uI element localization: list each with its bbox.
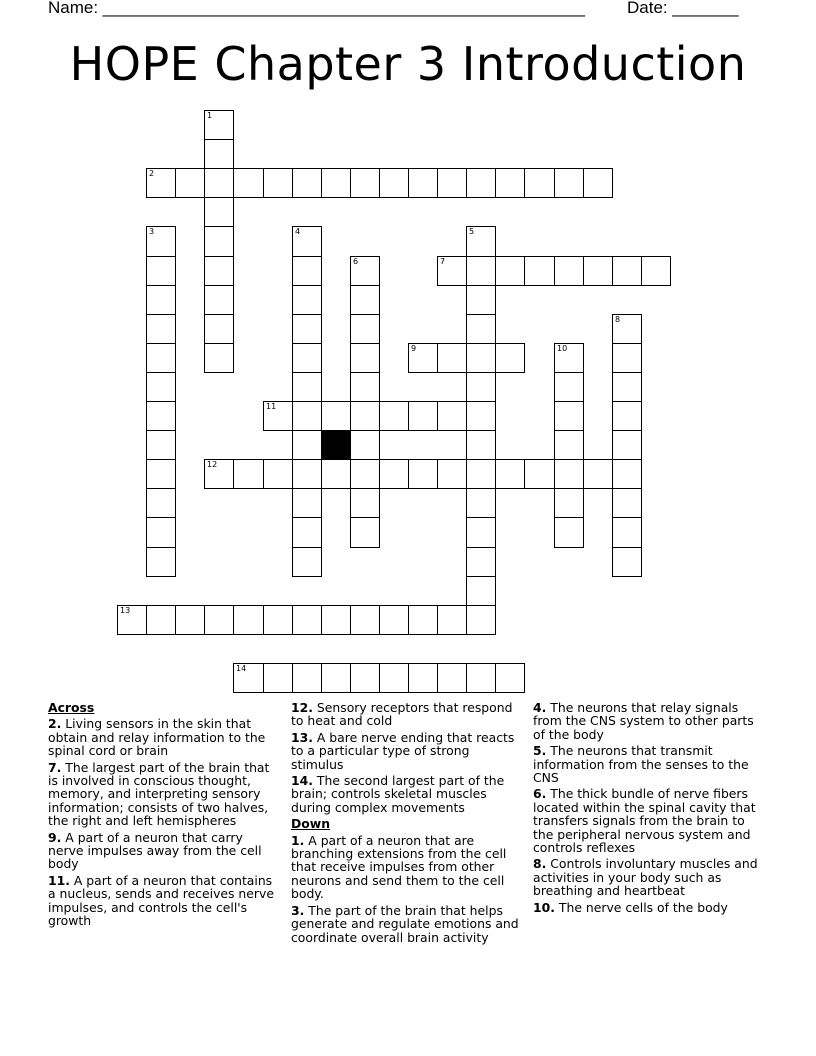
grid-cell[interactable] xyxy=(204,168,234,198)
across-heading: Across xyxy=(48,700,95,715)
grid-cell[interactable] xyxy=(350,517,380,548)
grid-cell[interactable] xyxy=(641,256,671,286)
grid-cell[interactable] xyxy=(292,343,322,373)
clue-across-14: 14. The second largest part of the brain; controls skeletal muscles during complex movements xyxy=(291,773,505,815)
clue-number: 11 xyxy=(266,402,277,411)
grid-cell[interactable] xyxy=(146,517,176,548)
clue-across-12: 12. Sensory receptors that respond to heat and cold xyxy=(291,700,513,729)
grid-cell[interactable] xyxy=(554,372,584,402)
page-title: HOPE Chapter 3 Introduction xyxy=(69,37,747,91)
grid-cell[interactable] xyxy=(408,459,438,489)
grid-cell[interactable] xyxy=(612,547,642,577)
grid-cell[interactable] xyxy=(292,547,322,577)
grid-cell[interactable] xyxy=(146,488,176,518)
clue-down-1: 1. A part of a neuron that are branching extensions from the cell that receive impulses from other neurons and send them to the cell body. xyxy=(291,832,507,902)
grid-cell[interactable] xyxy=(466,430,496,460)
grid-cell[interactable] xyxy=(554,488,584,518)
grid-cell[interactable] xyxy=(554,401,584,431)
clue-number: 1 xyxy=(207,111,213,120)
grid-cell[interactable] xyxy=(495,459,525,489)
grid-cell[interactable] xyxy=(466,605,496,635)
grid-cell[interactable] xyxy=(524,168,555,198)
grid-cell[interactable] xyxy=(350,314,380,344)
grid-cell[interactable] xyxy=(146,256,176,286)
grid-cell[interactable] xyxy=(175,605,205,635)
grid-cell[interactable] xyxy=(437,168,467,198)
clue-number: 9 xyxy=(411,344,417,353)
grid-cell[interactable] xyxy=(350,605,380,635)
grid-cell[interactable] xyxy=(146,605,176,635)
grid-cell[interactable] xyxy=(204,343,234,373)
clue-down-3: 3. The part of the brain that helps generate and regulate emotions and coordinate overall brain activity xyxy=(291,902,519,945)
grid-cell[interactable] xyxy=(321,401,351,431)
grid-cell[interactable] xyxy=(350,168,380,198)
grid-cell[interactable] xyxy=(263,663,293,693)
grid-cell[interactable] xyxy=(612,488,642,518)
grid-cell[interactable] xyxy=(146,226,176,257)
grid-cell[interactable] xyxy=(583,168,613,198)
clue-number: 5 xyxy=(469,227,475,236)
grid-cell[interactable] xyxy=(321,168,351,198)
grid-cell[interactable] xyxy=(554,459,584,489)
grid-cell[interactable] xyxy=(175,168,205,198)
grid-cell[interactable] xyxy=(350,343,380,373)
grid-cell[interactable] xyxy=(146,459,176,489)
grid-cell[interactable] xyxy=(292,372,322,402)
grid-cell[interactable] xyxy=(495,256,525,286)
grid-cell[interactable] xyxy=(612,517,642,548)
clue-down-4: 4. The neurons that relay signals from the CNS system to other parts of the body xyxy=(533,700,754,742)
grid-cell[interactable] xyxy=(350,488,380,518)
grid-cell[interactable] xyxy=(233,605,264,635)
grid-cell[interactable] xyxy=(379,459,409,489)
grid-cell[interactable] xyxy=(466,401,496,431)
grid-cell[interactable] xyxy=(146,314,176,344)
grid-cell[interactable] xyxy=(524,459,555,489)
grid-cell[interactable] xyxy=(408,168,438,198)
grid-cell[interactable] xyxy=(292,226,322,257)
grid-cell[interactable] xyxy=(350,459,380,489)
clue-number: 4 xyxy=(295,227,301,236)
grid-cell[interactable] xyxy=(350,372,380,402)
grid-cell[interactable] xyxy=(524,256,555,286)
clue-number: 7 xyxy=(440,257,446,266)
grid-cell[interactable] xyxy=(437,663,467,693)
clue-across-11: 11. A part of a neuron that contains a nucleus, sends and receives nerve impulses, and controls the cell's growth xyxy=(48,872,274,929)
grid-cell[interactable] xyxy=(466,256,496,286)
clues-column-1 xyxy=(48,701,280,931)
grid-cell[interactable] xyxy=(466,459,496,489)
grid-cell[interactable] xyxy=(204,285,234,315)
grid-cell[interactable] xyxy=(554,517,584,548)
clue-down-6: 6. The thick bundle of nerve fibers located within the spinal cavity that transfers signals from the brain to the peripheral nervous system and controls reflexes xyxy=(533,786,756,856)
grid-cell[interactable] xyxy=(583,256,613,286)
clue-number: 2 xyxy=(149,169,155,178)
grid-cell[interactable] xyxy=(437,605,467,635)
grid-cell[interactable] xyxy=(233,459,264,489)
grid-cell[interactable] xyxy=(321,459,351,489)
grid-cell[interactable] xyxy=(612,430,642,460)
grid-cell[interactable] xyxy=(292,459,322,489)
grid-cell[interactable] xyxy=(292,256,322,286)
clue-number: 6 xyxy=(353,257,359,266)
grid-cell[interactable] xyxy=(379,605,409,635)
grid-cell[interactable] xyxy=(117,605,147,635)
grid-cell[interactable] xyxy=(292,168,322,198)
grid-cell[interactable] xyxy=(350,663,380,693)
grid-cell[interactable] xyxy=(466,314,496,344)
grid-cell[interactable] xyxy=(437,459,467,489)
grid-cell[interactable] xyxy=(437,343,467,373)
grid-cell[interactable] xyxy=(466,576,496,606)
clue-down-8: 8. Controls involuntary muscles and activities in your body such as breathing and heartbeat xyxy=(533,856,758,899)
grid-cell[interactable] xyxy=(146,285,176,315)
grid-cell[interactable] xyxy=(204,110,234,140)
grid-cell[interactable] xyxy=(554,256,584,286)
grid-cell[interactable] xyxy=(204,139,234,169)
grid-cell[interactable] xyxy=(204,197,234,227)
grid-cell[interactable] xyxy=(146,168,176,198)
grid-cell[interactable] xyxy=(495,663,525,693)
grid-cell[interactable] xyxy=(554,168,584,198)
clue-number: 13 xyxy=(120,606,131,615)
name-field-label: Name: ___________________________________________________ xyxy=(48,0,585,17)
grid-cell[interactable] xyxy=(350,401,380,431)
grid-cell[interactable] xyxy=(263,401,293,431)
grid-cell[interactable] xyxy=(466,517,496,548)
grid-cell[interactable] xyxy=(350,430,380,460)
grid-cell[interactable] xyxy=(554,430,584,460)
down-heading: Down xyxy=(291,816,331,832)
grid-cell[interactable] xyxy=(233,168,264,198)
grid-cell[interactable] xyxy=(466,663,496,693)
grid-cell[interactable] xyxy=(321,663,351,693)
grid-cell[interactable] xyxy=(495,343,525,373)
grid-cell[interactable] xyxy=(408,605,438,635)
grid-cell[interactable] xyxy=(233,663,264,693)
grid-cell[interactable] xyxy=(408,401,438,431)
grid-cell[interactable] xyxy=(292,488,322,518)
grid-cell[interactable] xyxy=(146,372,176,402)
clue-number: 10 xyxy=(557,344,568,353)
grid-cell[interactable] xyxy=(612,459,642,489)
grid-cell[interactable] xyxy=(292,430,322,460)
grid-cell[interactable] xyxy=(204,226,234,257)
grid-cell[interactable] xyxy=(612,256,642,286)
grid-cell[interactable] xyxy=(321,605,351,635)
grid-cell[interactable] xyxy=(204,459,234,489)
grid-cell[interactable] xyxy=(146,343,176,373)
grid-cell[interactable] xyxy=(204,605,234,635)
clues-column-3 xyxy=(533,701,765,917)
grid-cell[interactable] xyxy=(466,488,496,518)
grid-cell[interactable] xyxy=(379,663,409,693)
clue-across-7: 7. The largest part of the brain that is involved in conscious thought, memory, and interpreting sensory information; consists of two halves, the right and left hemispheres xyxy=(48,759,270,829)
grid-cell[interactable] xyxy=(466,226,496,257)
grid-cell[interactable] xyxy=(612,372,642,402)
clue-down-5: 5. The neurons that transmit information from the senses to the CNS xyxy=(533,743,749,786)
grid-cell[interactable] xyxy=(554,343,584,373)
grid-cell[interactable] xyxy=(379,168,409,198)
clue-number: 12 xyxy=(207,460,218,469)
grid-cell[interactable] xyxy=(146,401,176,431)
grid-cell[interactable] xyxy=(495,168,525,198)
clue-number: 8 xyxy=(615,315,621,324)
grid-cell[interactable] xyxy=(612,314,642,344)
date-field-label: Date: _______ xyxy=(627,0,739,17)
clue-across-9: 9. A part of a neuron that carry nerve impulses away from the cell body xyxy=(48,829,262,872)
clue-across-13: 13. A bare nerve ending that reacts to a particular type of strong stimulus xyxy=(291,729,515,772)
clue-down-10: 10. The nerve cells of the body xyxy=(533,899,728,915)
grid-cell[interactable] xyxy=(292,605,322,635)
clue-number: 14 xyxy=(236,664,247,673)
grid-cell[interactable] xyxy=(612,401,642,431)
grid-cell[interactable] xyxy=(263,605,293,635)
grid-cell[interactable] xyxy=(292,663,322,693)
grid-cell[interactable] xyxy=(263,168,293,198)
grid-cell[interactable] xyxy=(437,256,467,286)
grid-cell[interactable] xyxy=(204,314,234,344)
grid-cell[interactable] xyxy=(408,343,438,373)
grid-cell[interactable] xyxy=(437,401,467,431)
grid-cell[interactable] xyxy=(146,547,176,577)
grid-cell[interactable] xyxy=(263,459,293,489)
grid-cell[interactable] xyxy=(292,517,322,548)
grid-cell[interactable] xyxy=(204,256,234,286)
grid-block-cell xyxy=(321,430,351,460)
grid-cell[interactable] xyxy=(466,285,496,315)
grid-cell[interactable] xyxy=(612,343,642,373)
grid-cell[interactable] xyxy=(466,168,496,198)
grid-cell[interactable] xyxy=(292,314,322,344)
grid-cell[interactable] xyxy=(466,372,496,402)
grid-cell[interactable] xyxy=(408,663,438,693)
grid-cell[interactable] xyxy=(350,256,380,286)
grid-cell[interactable] xyxy=(466,343,496,373)
grid-cell[interactable] xyxy=(350,285,380,315)
grid-cell[interactable] xyxy=(292,401,322,431)
grid-cell[interactable] xyxy=(583,459,613,489)
grid-cell[interactable] xyxy=(146,430,176,460)
clues-column-2 xyxy=(291,701,523,947)
grid-cell[interactable] xyxy=(292,285,322,315)
clue-number: 3 xyxy=(149,227,155,236)
grid-cell[interactable] xyxy=(379,401,409,431)
grid-cell[interactable] xyxy=(466,547,496,577)
clue-across-2: 2. Living sensors in the skin that obtain and relay information to the spinal cord or brain xyxy=(48,716,266,759)
